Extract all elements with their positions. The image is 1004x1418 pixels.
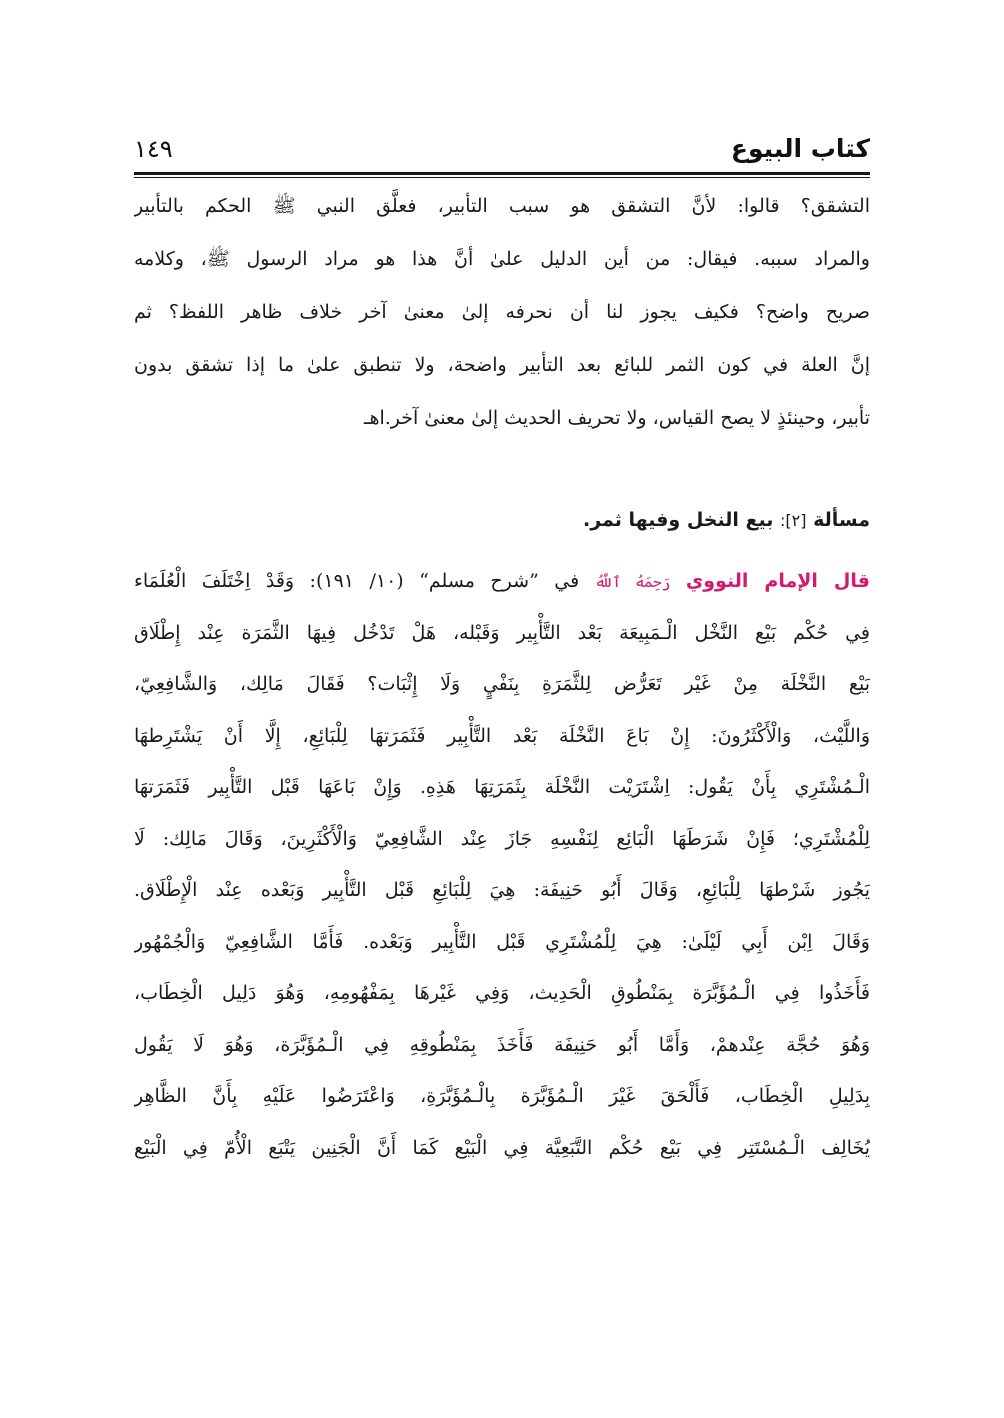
first-line-rest: في ”شرح مسلم“ (١٠/ ١٩١): وَقَدْ اِخْتَلَفَ الْعُلَمَاء (134, 570, 580, 592)
text-line: إنَّ العلة في كون الثمر للبائع بعد التأبير واضحة، ولا تنطبق علىٰ ما إذا تشقق بدون (134, 354, 870, 376)
page-number: ١٤٩ (134, 135, 173, 163)
issue-number: [٢]: (780, 511, 807, 530)
text-line: وَقَالَ اِبْن أَبِي لَيْلَىٰ: هِيَ لِلْمُشْتَرِي قَبْل التَّأْبِير وَبَعْده. فَأَمَّا الشَّافِعِيّ وَالْجُمْهُور (134, 930, 870, 953)
nawawi-quote (134, 556, 870, 1174)
running-title: كتاب البيوع (730, 134, 870, 163)
text-line: فِي حُكْم بَيْع النَّخْل الْـمَبِيعَة بَعْد التَّأْبِير وَقَبْله، هَلْ تَدْخُل فِيهَا الثَّمَرَة عِنْد إِطْلَاق (134, 621, 870, 644)
text-line: بَيْع النَّخْلَة مِنْ غَيْر تَعَرُّض لِلثَّمَرَةِ بِنَفْيٍ وَلَا إِثْبَات؟ فَقَالَ مَالِك، وَالشَّافِعِيّ، (134, 673, 870, 695)
speaker-name: قال الإمام النووي (685, 570, 870, 592)
text-line: صريح واضح؟ فكيف يجوز لنا أن نحرفه إلىٰ معنىٰ آخر خلاف ظاهر اللفظ؟ ثم (134, 301, 870, 323)
text-line (134, 556, 870, 608)
quoted-paragraph (134, 180, 870, 445)
issue-title: بيع النخل وفيها ثمر. (583, 509, 774, 531)
text-line: بِدَلِيلِ الْخِطَاب، فَأَلْحَقَ غَيْرَ الْـمُؤَبَّرَة بِالْـمُؤَبَّرَةِ، وَاعْتَرَضُوا عَلَيْهِ بِأَنَّ الظَّاهِر (134, 1085, 870, 1107)
text-line: وَاللَّيْث، وَالْأَكْثَرُونَ: إِنْ بَاعَ النَّخْلَة بَعْد التَّأْبِير فَثَمَرَتهَا لِلْبَائِعِ، إِلَّا أَنْ يَشْتَرِطهَا (134, 724, 870, 747)
text-line: وَهُوَ حُجَّة عِنْدهمْ، وَأَمَّا أَبُو حَنِيفَة فَأَخَذَ بِمَنْطُوقِهِ فِي الْـمُؤَبَّرَة، وَهُوَ لَا يَقُول (134, 1033, 870, 1056)
text-line: الْـمُشْتَرِي بِأَنْ يَقُول: اِشْتَرَيْت النَّخْلَة بِثَمَرَتِهَا هَذِهِ. وَإِنْ بَاعَهَا قَبْل التَّأْبِير فَثَمَرَتهَا (134, 776, 870, 798)
honorific: رَحِمَهُ ٱللَّهُ (594, 573, 671, 591)
header-rule (134, 172, 870, 178)
text-line: فَأَخَذُوا فِي الْـمُؤَبَّرَة بِمَنْطُوقِ الْحَدِيث، وَفِي غَيْرهَا بِمَفْهُومِهِ، وَهُوَ دَلِيل الْخِطَاب، (134, 982, 870, 1004)
text-line: يُخَالِف الْـمُسْتَتِر فِي بَيْع حُكْم التَّبَعِيَّة فِي الْبَيْع كَمَا أَنَّ الْجَنِين يَتْبَع الْأُمّ فِي الْبَيْع (134, 1136, 870, 1159)
issue-heading (134, 500, 870, 540)
text-line: يَجُوز شَرْطهَا لِلْبَائِعِ، وَقَالَ أَبُو حَنِيفَة: هِيَ لِلْبَائِعِ قَبْل التَّأْبِير وَبَعْده عِنْد الْإِطْلَاق. (134, 879, 870, 901)
issue-label: مسألة (813, 509, 870, 531)
text-line: التشقق؟ قالوا: لأنَّ التشقق هو سبب التأبير، فعلَّق النبي ﷺ الحكم بالتأبير (134, 195, 870, 217)
text-line: تأبير، وحينئذٍ لا يصح القياس، ولا تحريف الحديث إلىٰ معنىٰ آخر.اهـ (363, 407, 870, 429)
page-header (134, 125, 870, 165)
text-line: والمراد سببه. فيقال: من أين الدليل علىٰ أنَّ هذا هو مراد الرسول ﷺ، وكلامه (134, 248, 870, 270)
text-line: لِلْمُشْتَرِي؛ فَإِنْ شَرَطَهَا الْبَائِع لِنَفْسِهِ جَازَ عِنْد الشَّافِعِيّ وَالْأَكْثَرِينَ، وَقَالَ مَالِك: لَا (134, 827, 870, 850)
